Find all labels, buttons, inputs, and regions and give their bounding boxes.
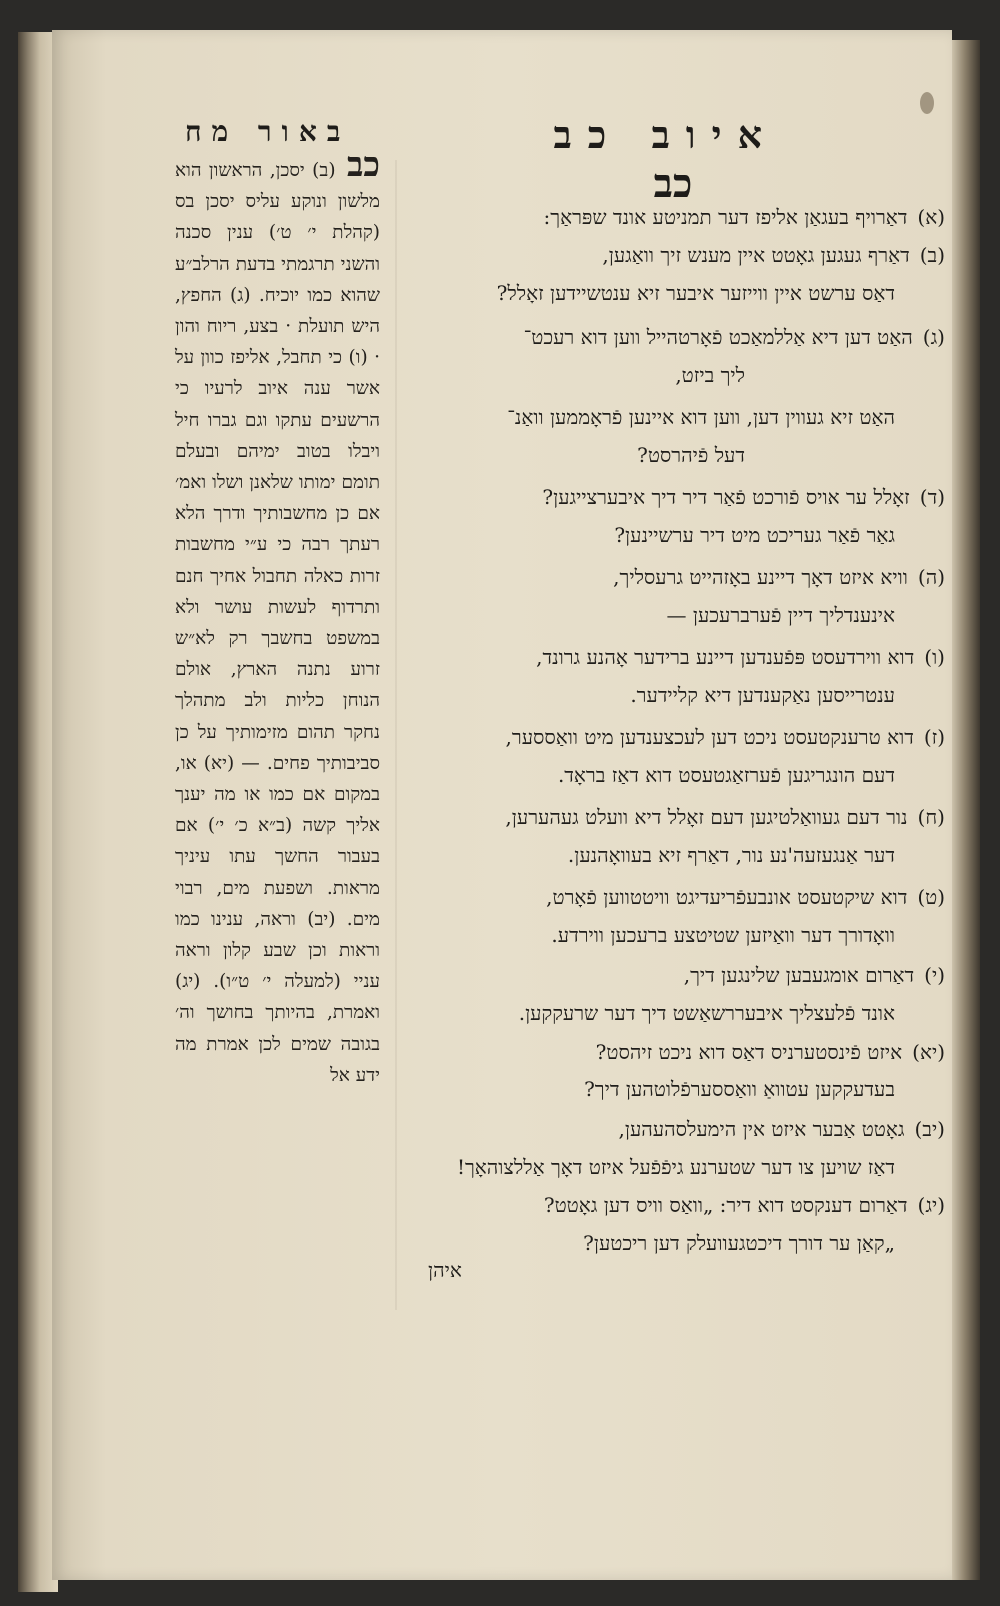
book-edge-right bbox=[950, 40, 980, 1580]
verse-line bbox=[584, 1077, 895, 1102]
verse-number: (ו) bbox=[924, 645, 945, 669]
ink-stain bbox=[920, 92, 934, 114]
verse-number: (ט) bbox=[917, 885, 945, 909]
verse-line bbox=[506, 725, 945, 750]
verse-text: דאַרף געגען גאָטט איין מענש זיך וואַגען, bbox=[602, 243, 910, 267]
commentary-chapter-mark: כב bbox=[347, 145, 381, 185]
verse-line bbox=[542, 485, 945, 510]
verse-line bbox=[546, 885, 945, 910]
verse-line bbox=[536, 645, 945, 670]
verse-text: דאַס ערשט איין ווייזער איבער זיא ענטשיידען זאָלל? bbox=[496, 281, 895, 305]
verse-text: דאַרום אומגעבען שלינגען דיך, bbox=[683, 963, 915, 987]
verse-number: (ח) bbox=[917, 805, 945, 829]
verse-line bbox=[613, 565, 945, 590]
verse-line bbox=[524, 325, 945, 350]
verse-number: (ב) bbox=[919, 243, 945, 267]
verse-line bbox=[551, 923, 895, 948]
verse-number: (א) bbox=[917, 205, 945, 229]
verse-text: דעל פֿיהרסט? bbox=[637, 443, 745, 467]
verse-text: וואָדורך דער וואַיזען שטיטצע ברעכען ווירדע. bbox=[551, 923, 895, 947]
verse-text: גאַר פֿאַר געריכט מיט דיר ערשיינען? bbox=[614, 523, 895, 547]
verse-line bbox=[568, 843, 895, 868]
verse-line bbox=[544, 205, 945, 230]
verse-text: אינענדליך דיין פֿערברעכען — bbox=[666, 603, 895, 627]
verse-line bbox=[457, 1155, 895, 1180]
verse-number: (יג) bbox=[917, 1193, 945, 1217]
verse-line bbox=[596, 1040, 945, 1065]
verse-line bbox=[507, 405, 895, 430]
verse-line bbox=[619, 1117, 945, 1142]
verse-text: דוא טרענקטעסט ניכט דען לעכצענדען מיט וואַססער, bbox=[505, 725, 914, 749]
verse-line bbox=[637, 443, 745, 468]
verse-number: (יב) bbox=[914, 1117, 945, 1141]
chapter-heading: כב bbox=[653, 160, 693, 207]
verse-text: האַט דען דיא אַללמאַכט פֿאָרטהייל ווען דוא רעכט־ bbox=[523, 325, 913, 349]
verse-line bbox=[614, 523, 895, 548]
verse-text: ליך ביזט, bbox=[675, 363, 745, 387]
verse-text: האַט זיא געווין דען, ווען דוא איינען פֿראָממען וואַנ־ bbox=[507, 405, 895, 429]
verse-text: דאַרויף בעגאַן אליפז דער תמניטע אונד שפּראַך: bbox=[543, 205, 908, 229]
verse-text: איזט פֿינסטערניס דאַס דוא ניכט זיהסט? bbox=[595, 1040, 903, 1064]
running-title-right: איוב כב bbox=[553, 112, 778, 157]
verse-text: דאַרום דענקסט דוא דיר: „וואַס וויס דען גאָטט? bbox=[543, 1193, 908, 1217]
verse-text: דוא שיקטעסט אונבעפֿריעדיגט וויטטווען פֿאָרט, bbox=[546, 885, 908, 909]
verse-text: דאַז שויען צו דער שטערנע גיפֿפֿעל איזט דאָך אַללצוהאָך! bbox=[456, 1155, 895, 1179]
verse-text: זאָלל ער אויס פֿורכט פֿאַר דיר דיך איבערצייגען? bbox=[542, 485, 910, 509]
verse-line bbox=[505, 805, 945, 830]
commentary-column bbox=[175, 145, 381, 1091]
verse-line bbox=[684, 963, 945, 988]
verse-number: (ז) bbox=[923, 725, 945, 749]
verse-line bbox=[544, 1193, 945, 1218]
verse-text: דעם הונגריגען פֿערזאַגטעסט דוא דאַז בראָד. bbox=[557, 763, 895, 787]
verse-text: וויא איזט דאָך דיינע באָזהייט גרעסליך, bbox=[613, 565, 908, 589]
verse-text: „קאַן ער דורך דיכטגעוועלק דען ריכטען? bbox=[583, 1231, 895, 1255]
verse-number: (ג) bbox=[922, 325, 945, 349]
catchword: איהן bbox=[428, 1258, 462, 1282]
verse-number: (ה) bbox=[917, 565, 945, 589]
column-gutter bbox=[395, 160, 397, 1310]
verse-text: דער אַנגעזעה'נע נור, דאַרף זיא בעוואָהנען. bbox=[567, 843, 895, 867]
verse-number: (יא) bbox=[912, 1040, 945, 1064]
verse-line bbox=[602, 243, 945, 268]
verse-line bbox=[519, 1001, 895, 1026]
verse-line bbox=[630, 683, 895, 708]
verse-text: נור דעם געוואַלטיגען דעם זאָלל דיא וועלט געהערען, bbox=[505, 805, 908, 829]
verse-number: (י) bbox=[924, 963, 945, 987]
verse-line bbox=[558, 763, 895, 788]
verse-text: דוא ווירדעסט פּפֿענדען דיינע ברידער אָהנע גרונד, bbox=[536, 645, 915, 669]
verse-line bbox=[583, 1231, 895, 1256]
verse-line bbox=[675, 363, 745, 388]
verse-text: אונד פֿלעצליך איבעררשאַשט דיך דער שרעקקען. bbox=[518, 1001, 895, 1025]
verse-line bbox=[667, 603, 896, 628]
verse-number: (ד) bbox=[919, 485, 945, 509]
verse-line bbox=[497, 281, 895, 306]
verse-text: גאָטט אַבער איזט אין הימעלסהעהען, bbox=[618, 1117, 905, 1141]
verse-text: ענטרייסען נאַקענדען דיא קליידער. bbox=[630, 683, 895, 707]
commentary-text: (ב) יסכן, הראשון הוא מלשון ונוקע עליס יסכן בס (קהלת י׳ ט׳) ענין סכנה והשני תרגמתי בדעת הרלב״ע שהוא כמו יוכיח. (ג) החפץ, היש תועלת · בצע, ריוח והון · (ו) כי תחבל, אליפז כוון על אשר ענה איוב לרעיו כי הרשעים עתקו וגם גברו חיל ויבלו בטוב ימיהם ובעלם תומם ימותו שלאנן ושלו ואמ׳ אם כן מחשבותיך ודרך הלא רעתך רבה כי ע״י מחשבות זרות כאלה תחבול אחיך חנם ותרדוף לעשות עושר ולא במשפט בחשבך רק לא״ש זרוע נתנה הארץ, אולם הנוחן כליות ולב מתהלך נחקר תהום מזימותיך על כן סביבותיך פחים. — (יא) או, במקום אם כמו או מה יענך אליך קשה (ב״א כ׳ י׳) אם בעבור החשך עתו עיניך מראות. ושפעת מים, רבוי מים. (יב) וראה, ענינו כמו וראות וכן שבע קלון וראה עניי (למעלה י׳ ט״ו). (יג) ואמרת, בהיותך בחושך וה׳ בגובה שמים לכן אמרת מה ידע אל bbox=[175, 160, 380, 1086]
running-title-left: באור מח bbox=[185, 115, 351, 148]
verse-text: בעדעקקען עטוואַ וואַססערפֿלוטהען דיך? bbox=[584, 1077, 895, 1101]
